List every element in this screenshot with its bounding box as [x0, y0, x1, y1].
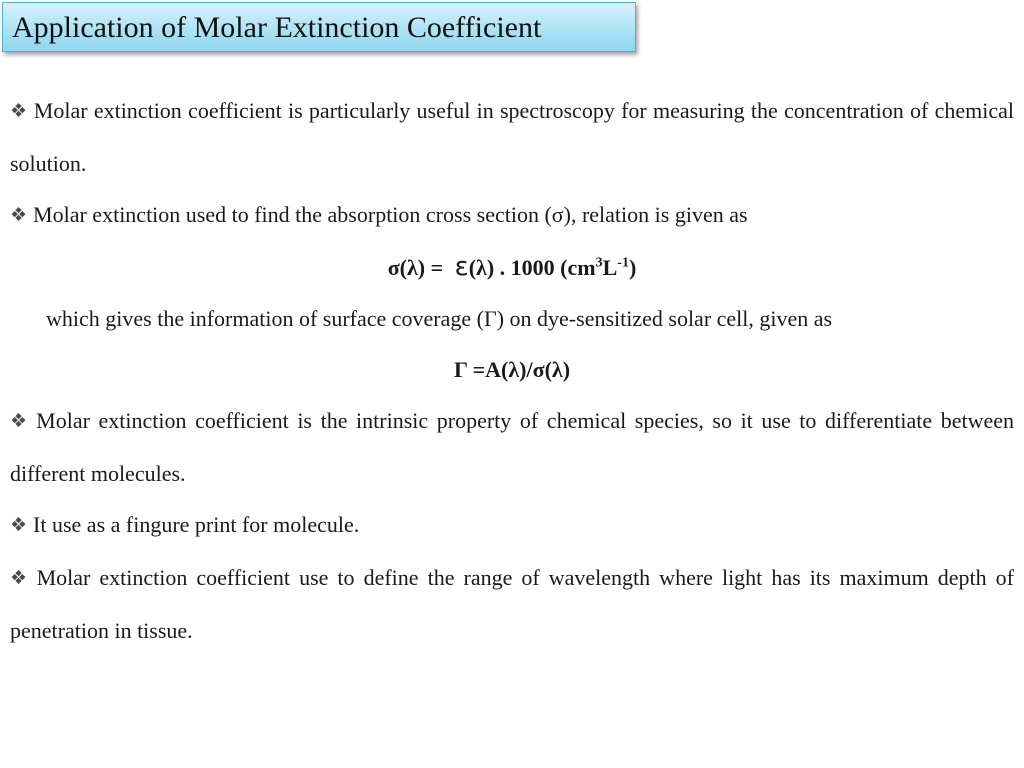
bullet-item-3 [10, 395, 1014, 499]
slide-title: Application of Molar Extinction Coefficient [12, 11, 542, 44]
slide-content [10, 85, 1014, 656]
bullet-text-5: Molar extinction coefficient use to define the range of wavelength where light has its maximum depth of penetration in tissue. [10, 565, 1014, 643]
bullet-item-5 [10, 552, 1014, 656]
equation-cross-section: σ(λ) = ε(λ) . 1000 $(cm^3L^{-1})$ [387, 252, 637, 282]
diamond-bullet-icon: ❖ [10, 411, 31, 432]
bullet-item-1 [10, 85, 1014, 189]
bullet-text-1: Molar extinction coefficient is particularly useful in spectroscopy for measuring the concentration of chemical solution. [10, 98, 1014, 176]
bullet-item-4 [10, 499, 1014, 552]
diamond-bullet-icon: ❖ [10, 101, 28, 122]
bullet-text-2: Molar extinction used to find the absorption cross section (σ), relation is given as [33, 202, 748, 227]
diamond-bullet-icon: ❖ [10, 568, 31, 589]
epsilon-symbol: ε [454, 252, 469, 282]
equation-surface-coverage: Γ =A(λ)/σ(λ) [453, 357, 571, 382]
bullet-text-4: It use as a fingure print for molecule. [33, 512, 360, 537]
bullet-text-3: Molar extinction coefficient is the intrinsic property of chemical species, so it use to differentiate between different molecules. [10, 408, 1014, 486]
bullet-item-2 [10, 189, 1014, 242]
diamond-bullet-icon: ❖ [10, 205, 28, 226]
title-box [2, 2, 636, 52]
diamond-bullet-icon: ❖ [10, 515, 28, 536]
text-surface-coverage: which gives the information of surface coverage (Γ) on dye-sensitized solar cell, given as [46, 306, 833, 331]
